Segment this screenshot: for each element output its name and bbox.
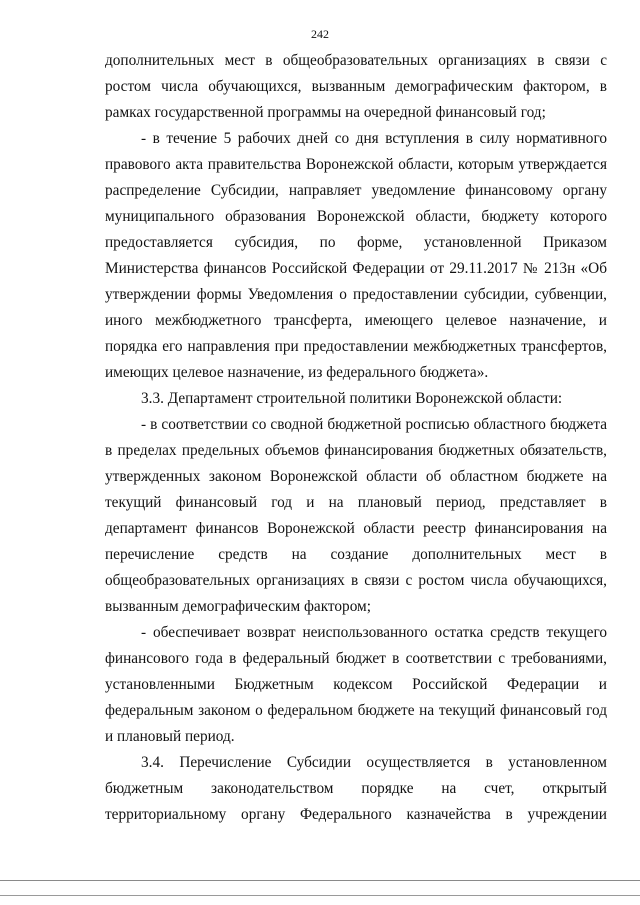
- paragraph-financing-registry: - в соответствии со сводной бюджетной росписью областного бюджета в пределах предельных объемов финансирования бюджетных обязательств, утвержденных законом Воронежской области об областном бюджете на текущий финансовый год и на плановый период, представляет в департамент финансов Воронежской области реестр финансирования на перечисление средств на создание дополнительных мест в общеобразовательных организациях в связи с ростом числа обучающихся, вызванным демографическим фактором;: [105, 416, 607, 615]
- paragraph-section-3-4: 3.4. Перечисление Субсидии осуществляется в установленном бюджетным законодательством порядке на счет, открытый территориальному органу Федерального казначейства в учреждении: [105, 754, 607, 823]
- paragraph-return-of-funds: - обеспечивает возврат неиспользованного остатка средств текущего финансового года в федеральный бюджет в соответствии с требованиями, установленными Бюджетным кодексом Российской Федерации и федеральным законом о федеральном бюджете на текущий финансовый год и плановый период.: [105, 624, 607, 745]
- document-body: [105, 48, 607, 828]
- paragraph-notification-duty: - в течение 5 рабочих дней со дня вступления в силу нормативного правового акта правительства Воронежской области, которым утверждается распределение Субсидии, направляет уведомление финансовому органу муниципального образования Воронежской области, бюджету которого предоставляется субсидия, по форме, установленной Приказом Министерства финансов Российской Федерации от 29.11.2017 № 213н «Об утверждении формы Уведомления о предоставлении субсидии, субвенции, иного межбюджетного трансферта, имеющего целевое назначение, и порядка его направления при предоставлении межбюджетных трансфертов, имеющих целевое назначение, из федерального бюджета».: [105, 130, 607, 381]
- paragraph-continuation: дополнительных мест в общеобразовательных организациях в связи с ростом числа обучающихся, вызванным демографическим фактором, в рамках государственной программы на очередной финансовый год;: [105, 52, 607, 121]
- paragraph-section-3-3-heading: 3.3. Департамент строительной политики Воронежской области:: [141, 390, 563, 407]
- page-number: 242: [311, 27, 329, 41]
- scan-edge-line-lower: [0, 895, 640, 896]
- scan-edge-line: [0, 880, 640, 881]
